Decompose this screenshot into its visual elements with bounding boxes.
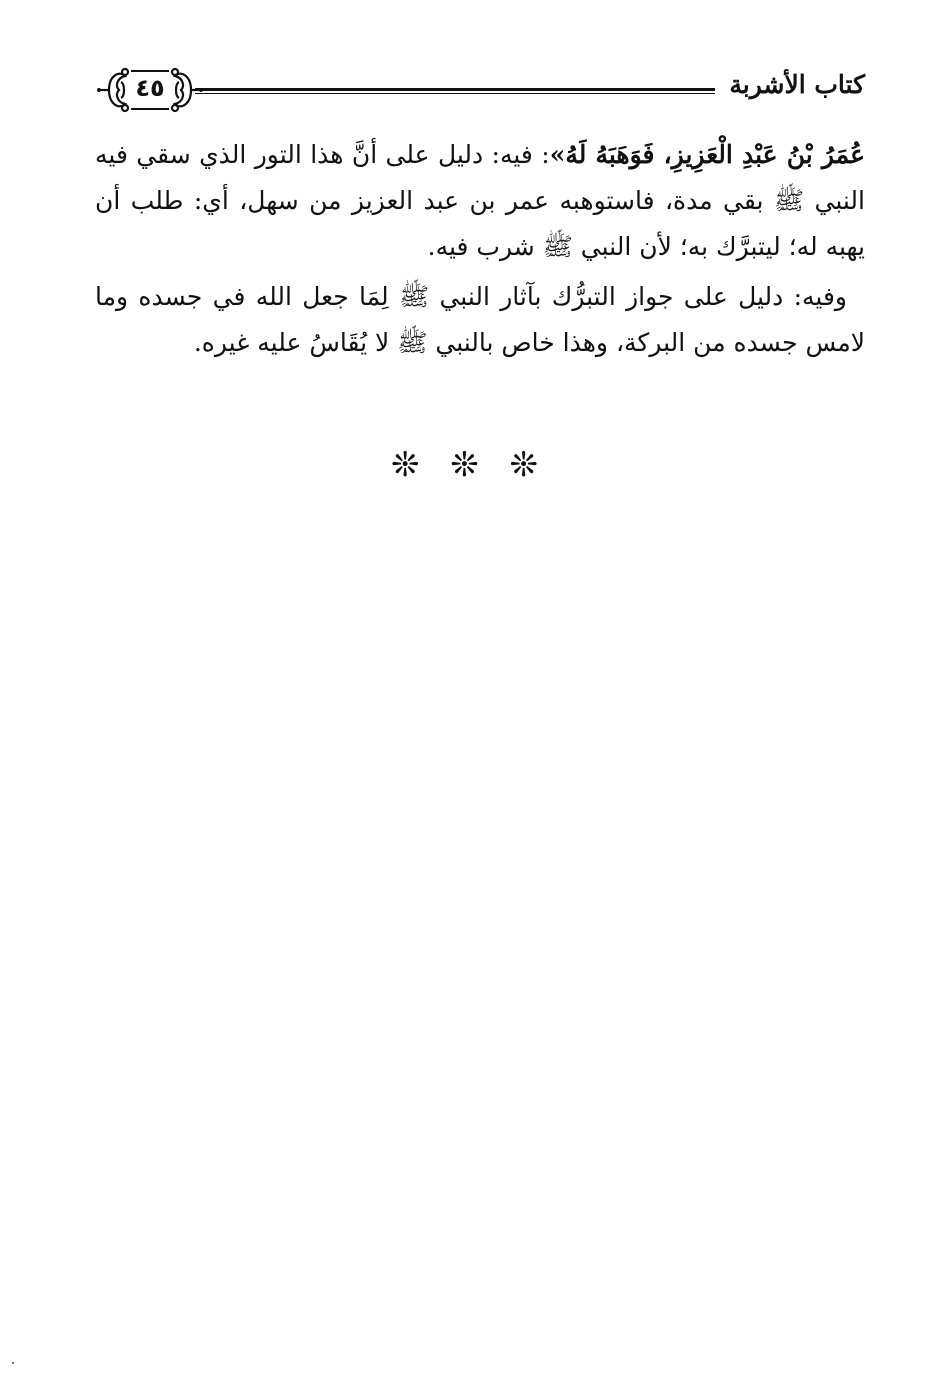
commentary-text: : فيه: دليل على أنَّ هذا التور الذي سقي فيه النبي ﷺ بقي مدة، فاستوهبه عمر بن عبد العزيز من سهل، أي: طلب أن يهبه له؛ ليتبرَّك به؛ لأن النبي ﷺ شرب فيه. bbox=[95, 140, 865, 261]
page-number-badge bbox=[95, 62, 205, 118]
section-separator-stars: ❊ ❊ ❊ bbox=[390, 445, 549, 485]
page-number: ٤٥ bbox=[135, 74, 165, 102]
scan-speck bbox=[12, 1362, 14, 1364]
page-header bbox=[95, 62, 865, 118]
header-rule bbox=[195, 88, 715, 91]
page-body bbox=[95, 132, 865, 366]
header-rule-thin bbox=[195, 93, 715, 94]
book-title: كتاب الأشربة bbox=[729, 70, 865, 99]
paragraph-1 bbox=[95, 132, 865, 270]
hadith-excerpt: عُمَرُ بْنُ عَبْدِ الْعَزِيزِ، فَوَهَبَهُ لَهُ» bbox=[549, 140, 865, 169]
paragraph-2: وفيه: دليل على جواز التبرُّك بآثار النبي ﷺ لِمَا جعل الله في جسده وما لامس جسده من البركة، وهذا خاص بالنبي ﷺ لا يُقَاسُ عليه غيره. bbox=[95, 282, 865, 357]
